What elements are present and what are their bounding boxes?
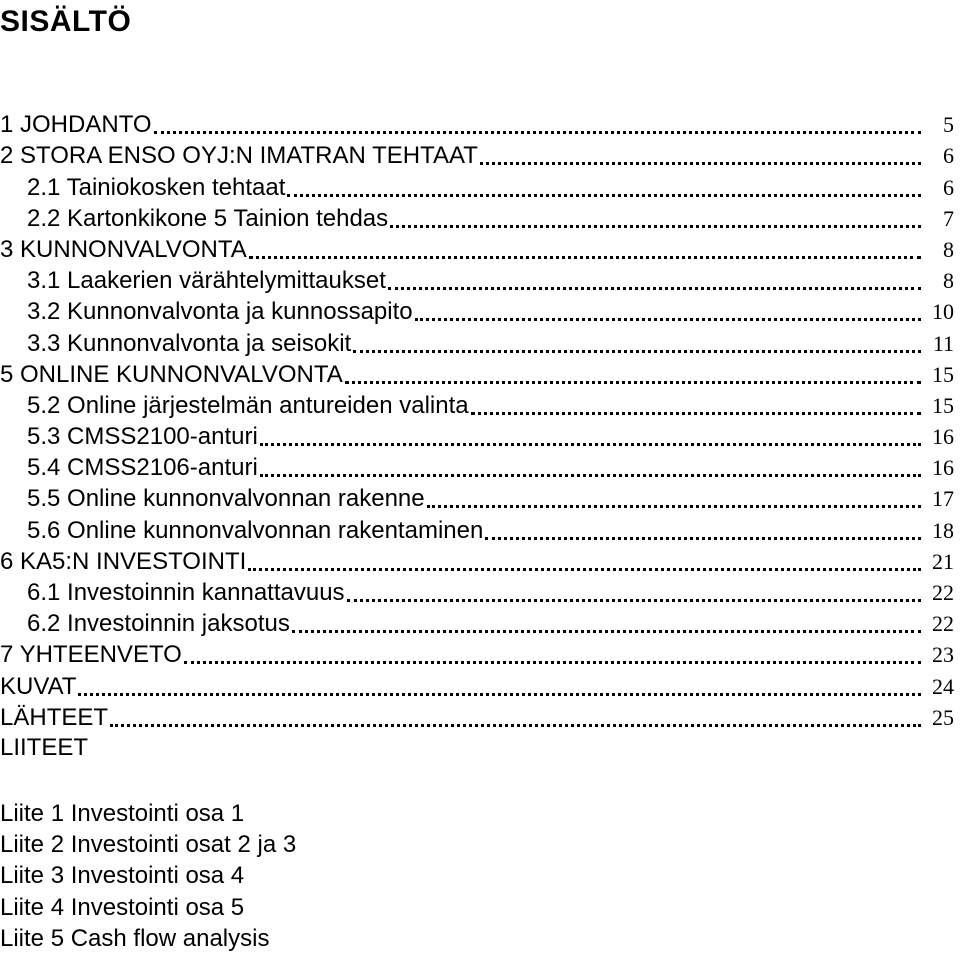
- toc-entry-label: 5.6 Online kunnonvalvonnan rakentaminen: [27, 516, 484, 544]
- toc-dot-leader: [292, 630, 921, 633]
- toc-entry: [0, 236, 960, 267]
- toc-entry-page-number: 8: [943, 268, 954, 294]
- toc-entry-label: 7 YHTEENVETO: [0, 641, 182, 669]
- toc-entry: [0, 579, 960, 610]
- toc-entry: [0, 111, 960, 142]
- toc-entry-page-number: 16: [932, 455, 954, 481]
- toc-entry-label: 1 JOHDANTO: [0, 111, 152, 139]
- toc-entry-page-number: 11: [932, 330, 954, 356]
- toc-dot-leader: [154, 131, 921, 134]
- toc-entry-label: 3.1 Laakerien värähtelymittaukset: [27, 267, 386, 295]
- appendices-heading: LIITEET: [0, 734, 89, 761]
- toc-dot-leader: [485, 537, 921, 540]
- toc-entry-page-number: 5: [943, 112, 954, 138]
- toc-dot-leader: [471, 412, 921, 415]
- toc-entry: [0, 485, 960, 516]
- toc-dot-leader: [345, 381, 921, 384]
- toc-dot-leader: [390, 225, 921, 228]
- toc-entry-label: 3.2 Kunnonvalvonta ja kunnossapito: [27, 298, 413, 326]
- toc-entry: [0, 361, 960, 392]
- toc-dot-leader: [388, 287, 921, 290]
- toc-entry-label: 3 KUNNONVALVONTA: [0, 235, 247, 263]
- toc-entry-label: 5.2 Online järjestelmän antureiden valinta: [27, 391, 469, 419]
- toc-entry-page-number: 22: [932, 611, 954, 637]
- appendix-item: Liite 4 Investointi osa 5: [0, 893, 245, 921]
- toc-entry-page-number: 6: [943, 143, 954, 169]
- toc-entry-label: 6 KA5:N INVESTOINTI: [0, 547, 247, 575]
- appendix-item: Liite 2 Investointi osat 2 ja 3: [0, 831, 297, 859]
- toc-entry-page-number: 17: [932, 486, 954, 512]
- toc-dot-leader: [353, 350, 921, 353]
- toc-entry-label: 5.4 CMSS2106-anturi: [27, 454, 258, 482]
- toc-entry-label: 2.1 Tainiokosken tehtaat: [27, 173, 286, 201]
- toc-entry-page-number: 22: [932, 580, 954, 605]
- toc-dot-leader: [287, 194, 921, 197]
- toc-entry: [0, 548, 960, 579]
- toc-entry: [0, 454, 960, 485]
- toc-entry-label: 2 STORA ENSO OYJ:N IMATRAN TEHTAAT: [0, 142, 478, 170]
- toc-entry-page-number: 6: [943, 174, 954, 200]
- toc-entry-label: 2.2 Kartonkikone 5 Tainion tehdas: [27, 204, 389, 232]
- toc-dot-leader: [260, 443, 921, 446]
- toc-entry-page-number: 15: [932, 361, 954, 387]
- toc-entry: [0, 329, 960, 360]
- toc-entry-label: KUVAT: [0, 672, 77, 700]
- toc-entry-page-number: 24: [932, 673, 954, 699]
- toc-entry: [0, 392, 960, 423]
- toc-entry: [0, 267, 960, 298]
- toc-entry-page-number: 8: [943, 236, 954, 262]
- toc-entry-label: LÄHTEET: [0, 703, 109, 731]
- toc-dot-leader: [248, 568, 921, 571]
- toc-entry-label: 6.1 Investoinnin kannattavuus: [27, 579, 345, 606]
- toc-dot-leader: [249, 256, 921, 259]
- toc-entry-label: 5 ONLINE KUNNONVALVONTA: [0, 360, 343, 388]
- toc-entry: [0, 516, 960, 547]
- toc-dot-leader: [184, 661, 921, 664]
- toc-entry-page-number: 25: [932, 704, 954, 730]
- toc-dot-leader: [415, 318, 921, 321]
- toc-entry: [0, 142, 960, 173]
- toc-entry-page-number: 18: [932, 517, 954, 543]
- toc-entry-label: 6.2 Investoinnin jaksotus: [27, 610, 290, 638]
- toc-dot-leader: [260, 474, 921, 477]
- toc-entry: [0, 205, 960, 236]
- toc-entry: [0, 641, 960, 672]
- toc-entry-page-number: 15: [932, 392, 954, 418]
- toc-entry: [0, 672, 960, 703]
- toc-entry-page-number: 21: [932, 548, 954, 574]
- toc-entry: [0, 704, 960, 735]
- toc-entry-label: 5.3 CMSS2100-anturi: [27, 423, 258, 451]
- toc-dot-leader: [427, 505, 921, 508]
- appendix-list: [0, 798, 296, 954]
- toc-entry-label: 3.3 Kunnonvalvonta ja seisokit: [27, 329, 352, 357]
- appendix-item: Liite 1 Investointi osa 1: [0, 800, 245, 827]
- toc-dot-leader: [110, 724, 921, 727]
- appendix-item: Liite 5 Cash flow analysis: [0, 924, 270, 952]
- toc-entry-page-number: 10: [932, 299, 954, 325]
- toc-dot-leader: [480, 162, 921, 165]
- toc-entry-page-number: 16: [932, 424, 954, 450]
- toc-entry-page-number: 7: [943, 205, 954, 231]
- toc-entry: [0, 423, 960, 454]
- toc-dot-leader: [347, 599, 921, 602]
- toc-entry: [0, 298, 960, 329]
- toc-entry: [0, 610, 960, 641]
- table-of-contents: [0, 111, 960, 735]
- toc-entry-page-number: 23: [932, 642, 954, 668]
- toc-entry-label: 5.5 Online kunnonvalvonnan rakenne: [27, 485, 425, 513]
- toc-dot-leader: [78, 693, 921, 696]
- appendix-item: Liite 3 Investointi osa 4: [0, 862, 245, 890]
- page-title: SISÄLTÖ: [0, 5, 132, 38]
- toc-entry: [0, 173, 960, 204]
